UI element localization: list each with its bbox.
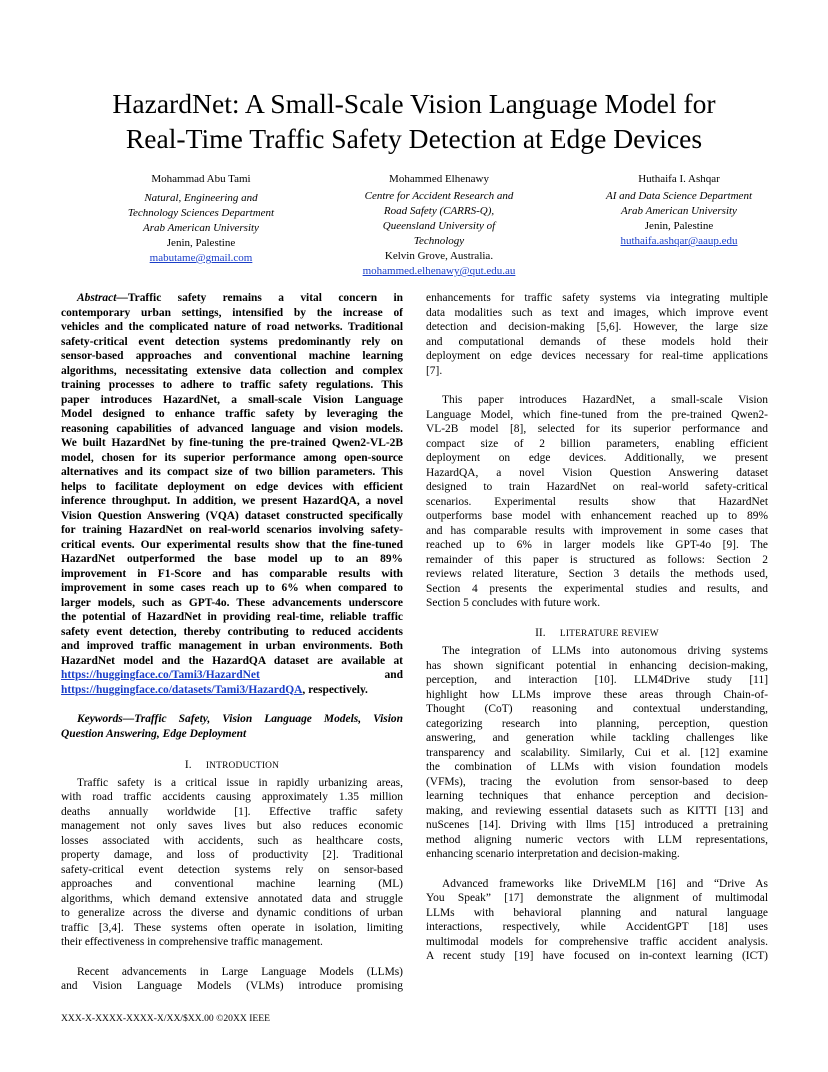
author-affiliation-line: Technology Sciences Department <box>127 207 275 219</box>
text-content: reviews related literature, Section 3 details the methods used, <box>426 568 768 580</box>
text-content: This paper introduces HazardNet, a small-scale Vision <box>442 394 768 406</box>
author-affiliation-line: Queensland University of <box>382 220 496 232</box>
abstract-body <box>61 291 403 668</box>
text-line <box>426 760 768 775</box>
intro-paragraph-2 <box>61 965 403 994</box>
text-content: interactions, respectively, while AccidentGPT [18] uses <box>426 921 768 933</box>
text-content: alternatives and its compact size of two billion parameters. This <box>61 466 403 478</box>
text-line <box>426 553 768 568</box>
text-line <box>426 495 768 510</box>
text-content: for training HazardNet on real-world scenarios involving safety- <box>61 524 403 536</box>
abstract-end: , respectively. <box>302 683 368 696</box>
author-affiliation-line: AI and Data Science Department <box>605 190 752 202</box>
section-number: I. <box>184 759 192 771</box>
text-line <box>61 306 403 321</box>
text-content: data modalities such as text and images, which improve event <box>426 306 768 319</box>
text-content: method aligning numeric vectors with LLM representations, <box>426 833 768 846</box>
text-line <box>426 659 768 674</box>
section-title: INTRODUCTION <box>205 761 280 771</box>
text-line <box>61 552 403 567</box>
text-content: algorithms, which demand extensive annotated data and struggle <box>61 892 403 905</box>
text-line <box>61 935 403 950</box>
hazardnet-link[interactable]: https://huggingface.co/Tami3/HazardNet <box>61 669 260 681</box>
text-line <box>61 451 403 466</box>
text-line <box>426 789 768 804</box>
text-line <box>61 596 403 611</box>
text-content: improvement in some cases reach up to 6% when compared to <box>61 582 403 594</box>
text-line <box>426 731 768 746</box>
text-line <box>426 437 768 452</box>
text-content: HazardNet model and the HazardQA dataset are available at <box>61 654 403 667</box>
text-content: Recent advancements in Large Language Models (LLMs) <box>77 965 403 978</box>
author-location: Jenin, Palestine <box>644 220 714 232</box>
text-line <box>426 935 768 950</box>
text-content: outperforms base model with enhancement reached up to 89% <box>426 510 768 522</box>
author-name: Mohammad Abu Tami <box>151 173 251 185</box>
intro-paragraph-4 <box>426 393 768 611</box>
abstract <box>61 291 403 697</box>
text-line <box>426 906 768 921</box>
intro-paragraph-3 <box>426 291 768 378</box>
text-line <box>61 581 403 596</box>
text-content: reached up to 6% in larger models like GPT-4o [9]. The <box>426 539 768 551</box>
text-content: reasoning capabilities of advanced language and vision models. <box>61 422 403 435</box>
text-content: highlight how LLMs improve these areas through Chain-of- <box>426 688 768 701</box>
right-column <box>426 291 768 964</box>
text-content: vehicles and the complicated nature of road networks. Traditional <box>61 321 403 333</box>
text-line <box>61 863 403 878</box>
copyright-footer: XXX-X-XXXX-XXXX-X/XX/$XX.00 ©20XX IEEE <box>61 1013 270 1024</box>
text-line <box>61 523 403 538</box>
text-line <box>426 746 768 761</box>
text-content: We built HazardNet by fine-tuning the pre-trained Qwen2-VL-2B <box>61 437 403 449</box>
text-line <box>61 509 403 524</box>
author-location: Jenin, Palestine <box>166 237 236 249</box>
text-content: Section 4 presents the experimental studies and results, and <box>426 582 768 595</box>
intro-paragraph-1 <box>61 776 403 950</box>
text-line <box>61 805 403 820</box>
author-affiliation-line: Arab American University <box>621 205 737 217</box>
text-content: critical events. Our experimental results show that the fine-tuned <box>61 538 403 551</box>
text-content: compact size of 2 billion parameters, enabling efficient <box>426 437 768 450</box>
text-line <box>61 921 403 936</box>
text-line <box>61 610 403 625</box>
text-content: designed to train HazardNet on real-world safety-critical <box>426 481 768 493</box>
text-line <box>426 509 768 524</box>
abstract-links-line <box>61 668 403 683</box>
text-content: Advanced frameworks like DriveMLM [16] and “Drive As <box>442 877 768 890</box>
text-line <box>61 776 403 791</box>
text-line <box>61 790 403 805</box>
author-affiliation-line: Arab American University <box>143 222 259 234</box>
abstract-dash: — <box>116 292 128 304</box>
text-line <box>426 644 768 659</box>
text-content: Thought (CoT) reasoning and contextual understanding, <box>426 703 768 715</box>
literature-paragraph-2 <box>426 877 768 964</box>
text-line <box>426 702 768 717</box>
text-content: management not only saves lives but also reduces economic <box>61 820 403 832</box>
abstract-label: Abstract <box>77 292 117 304</box>
text-content: sensor-based approaches and conventional machine learning <box>61 350 403 362</box>
author-email-link[interactable]: mabutame@gmail.com <box>149 252 253 264</box>
text-content: safety event detection, thereby contributing to reduced accidents <box>61 625 403 638</box>
text-content: paper introduces HazardNet, a small-scale Vision Language <box>61 393 403 406</box>
text-content: helps to facilitate deployment on edge devices with efficient <box>61 480 403 493</box>
text-line <box>61 349 403 364</box>
text-content: has shown significant potential in enhancing decision-making, <box>426 659 768 672</box>
text-content: VL-2B model [8], selected for its superior performance and <box>426 423 768 435</box>
text-content: and improved traffic management in urban environments. Both <box>61 640 403 652</box>
author-affiliation-line: Road Safety (CARRS-Q), <box>383 205 495 217</box>
text-line <box>61 407 403 422</box>
text-line <box>426 567 768 582</box>
keywords-dash: — <box>122 713 135 725</box>
text-content: remainder of this paper is structured as follows: Section 2 <box>426 553 768 566</box>
text-content: deployment on edge devices necessary for real-time applications <box>426 350 768 362</box>
text-content: transparency and scalability. Similarly, Cui et al. [12] examine <box>426 746 768 759</box>
text-line <box>426 775 768 790</box>
text-line <box>61 422 403 437</box>
text-line <box>61 654 403 669</box>
text-content: improvement in F1-Score and has comparable results with <box>61 567 403 580</box>
keywords-text-1: Traffic Safety, Vision Language Models, Vision <box>134 713 403 725</box>
text-content: perception, and interaction [10]. LLM4Drive study [11] <box>426 674 768 686</box>
text-content: and computational demands of these models hold their <box>426 335 768 348</box>
text-content: deployment on edge devices. Additionally, we present <box>426 452 768 464</box>
text-content: The integration of LLMs into autonomous driving systems <box>442 645 768 657</box>
text-line <box>426 891 768 906</box>
text-line <box>426 466 768 481</box>
text-line <box>61 979 403 994</box>
author-email-link[interactable]: huthaifa.ashqar@aaup.edu <box>620 235 738 247</box>
text-line <box>61 465 403 480</box>
text-content: LLMs with behavioral planning and natural language <box>426 906 768 919</box>
text-line <box>426 688 768 703</box>
text-line <box>426 349 768 364</box>
text-line <box>426 804 768 819</box>
text-line <box>426 291 768 306</box>
abstract-last-line <box>61 683 403 698</box>
text-line <box>61 335 403 350</box>
text-line <box>426 422 768 437</box>
text-content: scenarios. Experimental results show that HazardNet <box>426 495 768 508</box>
text-content: A recent study [19] have focused on in-context learning (ICT) <box>426 950 768 962</box>
text-line <box>426 920 768 935</box>
text-line <box>61 436 403 451</box>
abstract-and: and <box>384 669 403 681</box>
text-content: Traffic safety remains a vital concern in <box>127 292 403 304</box>
text-content: Language Model, which fine-tuned from the pre-trained Qwen2- <box>426 408 768 421</box>
text-line <box>61 965 403 980</box>
text-line <box>61 892 403 907</box>
text-content: approaches and conventional machine learning (ML) <box>61 878 403 890</box>
text-content: multimodal models for comprehensive traffic accident analysis. <box>426 935 768 948</box>
text-content: detection and decision-making [5,6]. However, the large size <box>426 321 768 333</box>
author-block-1 <box>101 172 301 266</box>
text-line <box>61 378 403 393</box>
text-content: and has comparable results with improvement in some cases that <box>426 524 768 537</box>
text-line <box>426 847 768 862</box>
text-line <box>426 582 768 597</box>
section-heading-literature <box>426 626 768 642</box>
text-content: nuScenes [14]. Driving with llms [15] introduced a pretraining <box>426 819 768 831</box>
text-content: HazardQA, a novel Vision Question Answering dataset <box>426 466 768 479</box>
text-content: algorithms, necessitating extensive data collection and complex <box>61 364 403 377</box>
author-block-3 <box>579 172 779 249</box>
text-line <box>61 320 403 335</box>
text-content: Section 5 concludes with future work. <box>426 597 601 609</box>
text-line <box>61 567 403 582</box>
text-content: to generalize across the diverse and dynamic conditions of urban <box>61 907 403 919</box>
text-line <box>426 524 768 539</box>
title-line-2: Real-Time Traffic Safety Detection at Edge Devices <box>125 123 703 154</box>
text-line <box>426 306 768 321</box>
text-content: safety-critical event detection systems predominantly rely on <box>61 335 403 348</box>
text-content: making, and reviewing essential datasets such as KITTI [13] and <box>426 804 768 817</box>
author-location: Kelvin Grove, Australia. <box>384 250 494 262</box>
text-content: answering, and generation while tackling challenges like <box>426 732 768 744</box>
text-content: You Speak” [17] demonstrate the alignment of multimodal <box>426 892 768 904</box>
author-block-2 <box>339 172 539 279</box>
text-content: Vision Question Answering (VQA) dataset constructed specifically <box>61 509 403 522</box>
section-heading-introduction <box>61 758 403 774</box>
author-name: Mohammed Elhenawy <box>389 173 489 185</box>
text-line <box>426 538 768 553</box>
text-line <box>61 538 403 553</box>
text-line <box>61 480 403 495</box>
text-line <box>61 364 403 379</box>
section-number: II. <box>535 626 546 639</box>
text-line <box>426 364 768 379</box>
text-content: learning techniques that enhance perception and decision- <box>426 790 768 802</box>
text-line <box>61 834 403 849</box>
text-line <box>426 335 768 350</box>
author-name: Huthaifa I. Ashqar <box>638 173 720 185</box>
keywords-label: Keywords <box>77 713 123 725</box>
section-title: LITERATURE REVIEW <box>559 628 659 639</box>
text-line <box>61 494 403 509</box>
text-content: Model designed to enhance traffic safety by leveraging the <box>61 408 403 420</box>
text-line <box>61 625 403 640</box>
text-content: categorizing research into planning, perception, question <box>426 717 768 730</box>
paper-title <box>60 86 768 156</box>
text-content: contemporary urban settings, intensified by the increase of <box>61 306 403 319</box>
text-content: safety-critical event detection systems rely on sensor-based <box>61 863 403 876</box>
text-line <box>426 393 768 408</box>
text-line <box>61 906 403 921</box>
keywords <box>61 712 403 741</box>
text-line <box>61 819 403 834</box>
author-affiliation-line: Natural, Engineering and <box>144 192 258 204</box>
text-content: larger models, such as GPT-4o. These advancements underscore <box>61 596 403 609</box>
text-content: losses associated with accidents, such as healthcare costs, <box>61 834 403 847</box>
text-content: [7]. <box>426 364 443 377</box>
text-line <box>426 833 768 848</box>
text-content: Traffic safety is a critical issue in rapidly urbanizing areas, <box>77 776 403 789</box>
text-line <box>426 717 768 732</box>
text-content: with road traffic accidents causing approximately 1.35 million <box>61 791 403 803</box>
left-column <box>61 291 403 994</box>
text-content: property damage, and loss of productivity [2]. Traditional <box>61 849 403 861</box>
literature-paragraph-1 <box>426 644 768 862</box>
text-content: inference throughput. In addition, we present HazardQA, a novel <box>61 495 403 507</box>
text-line <box>61 848 403 863</box>
text-line <box>426 320 768 335</box>
title-line-1: HazardNet: A Small-Scale Vision Language Model for <box>112 88 716 119</box>
author-affiliation-line: Centre for Accident Research and <box>364 190 514 202</box>
author-affiliation-line: Technology <box>413 235 465 247</box>
text-line <box>426 408 768 423</box>
author-email-link[interactable]: mohammed.elhenawy@qut.edu.au <box>362 265 516 277</box>
text-content: traffic [3,4]. These systems often operate in isolation, limiting <box>61 921 403 934</box>
keywords-line-2: Question Answering, Edge Deployment <box>61 727 247 740</box>
text-line <box>426 818 768 833</box>
text-content: enhancements for traffic safety systems via integrating multiple <box>426 292 768 304</box>
text-content: the combination of LLMs with vision foundation models <box>426 761 768 773</box>
text-line <box>61 877 403 892</box>
keywords-line-1 <box>61 712 403 727</box>
text-content: model, chosen for its superior performance among open-source <box>61 451 403 464</box>
text-content: training processes to adhere to traffic safety regulations. This <box>61 379 403 391</box>
text-line <box>426 877 768 892</box>
text-content: the potential of HazardNet in providing real-time, reliable traffic <box>61 611 403 623</box>
text-content: (VFMs), tracing the evolution from sensor-based to deep <box>426 775 768 788</box>
text-line <box>61 291 403 306</box>
text-line <box>61 639 403 654</box>
text-line <box>426 480 768 495</box>
text-content: enhancing scenario interpretation and decision-making. <box>426 848 680 860</box>
text-line <box>426 596 768 611</box>
text-content: HazardNet outperformed the base model up to an 89% <box>61 553 403 565</box>
text-content: deaths annually worldwide [1]. Effective traffic safety <box>61 805 403 818</box>
text-line <box>61 393 403 408</box>
text-line <box>426 451 768 466</box>
text-content: their effectiveness in comprehensive traffic management. <box>61 936 323 948</box>
text-line <box>426 949 768 964</box>
hazardqa-link[interactable]: https://huggingface.co/datasets/Tami3/HazardQA <box>61 683 303 696</box>
text-line <box>426 673 768 688</box>
text-content: and Vision Language Models (VLMs) introduce promising <box>61 980 403 992</box>
